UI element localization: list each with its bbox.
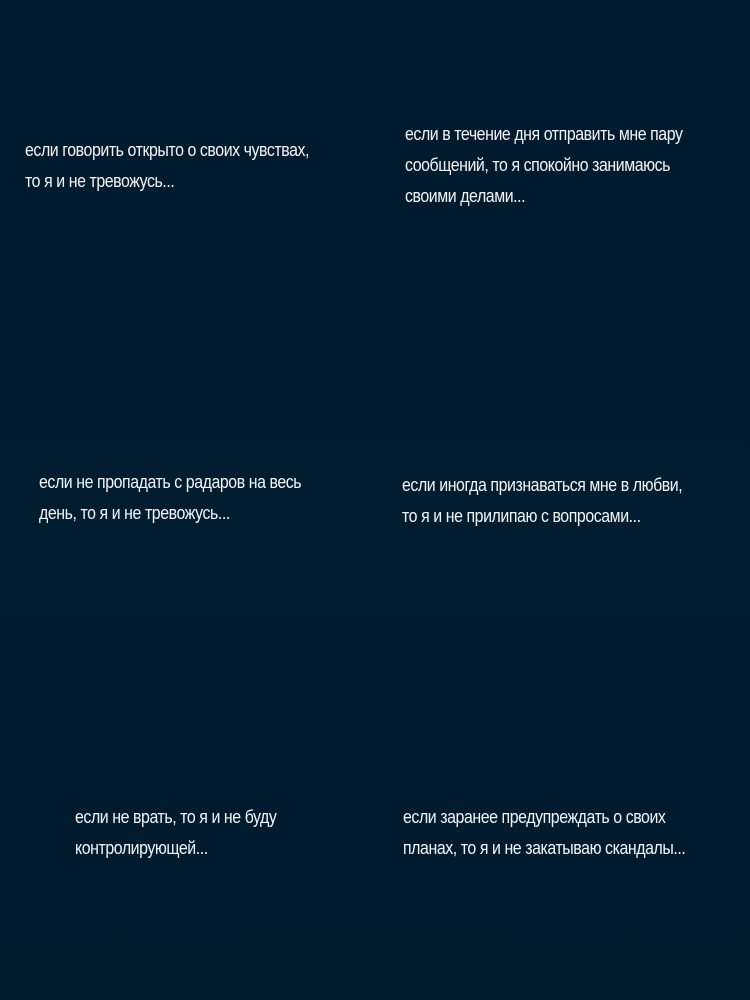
caption-line: если в течение дня отправить мне пару [405,123,683,144]
caption-line: если заранее предупреждать о своих [403,806,666,827]
caption-line: если не врать, то я и не буду [75,806,277,827]
caption-confess-love [402,469,682,531]
caption-send-messages [405,118,682,211]
caption-open-feelings [25,134,309,196]
caption-line: если иногда признаваться мне в любви, [402,474,683,495]
caption-line: день, то я и не тревожусь... [39,502,230,523]
caption-line: если не пропадать с радаров на весь [39,471,302,492]
caption-line: если говорить открыто о своих чувствах, [25,139,310,160]
caption-line: своими делами... [405,185,526,206]
caption-line: то я и не прилипаю с вопросами... [402,505,641,526]
caption-do-not-lie [75,801,276,863]
caption-line: то я и не тревожусь... [25,170,175,191]
caption-warn-plans [403,801,685,863]
caption-line: планах, то я и не закатываю скандалы... [403,837,686,858]
caption-stay-on-radar [39,466,301,528]
caption-line: контролирующей... [75,837,208,858]
caption-line: сообщений, то я спокойно занимаюсь [405,154,671,175]
